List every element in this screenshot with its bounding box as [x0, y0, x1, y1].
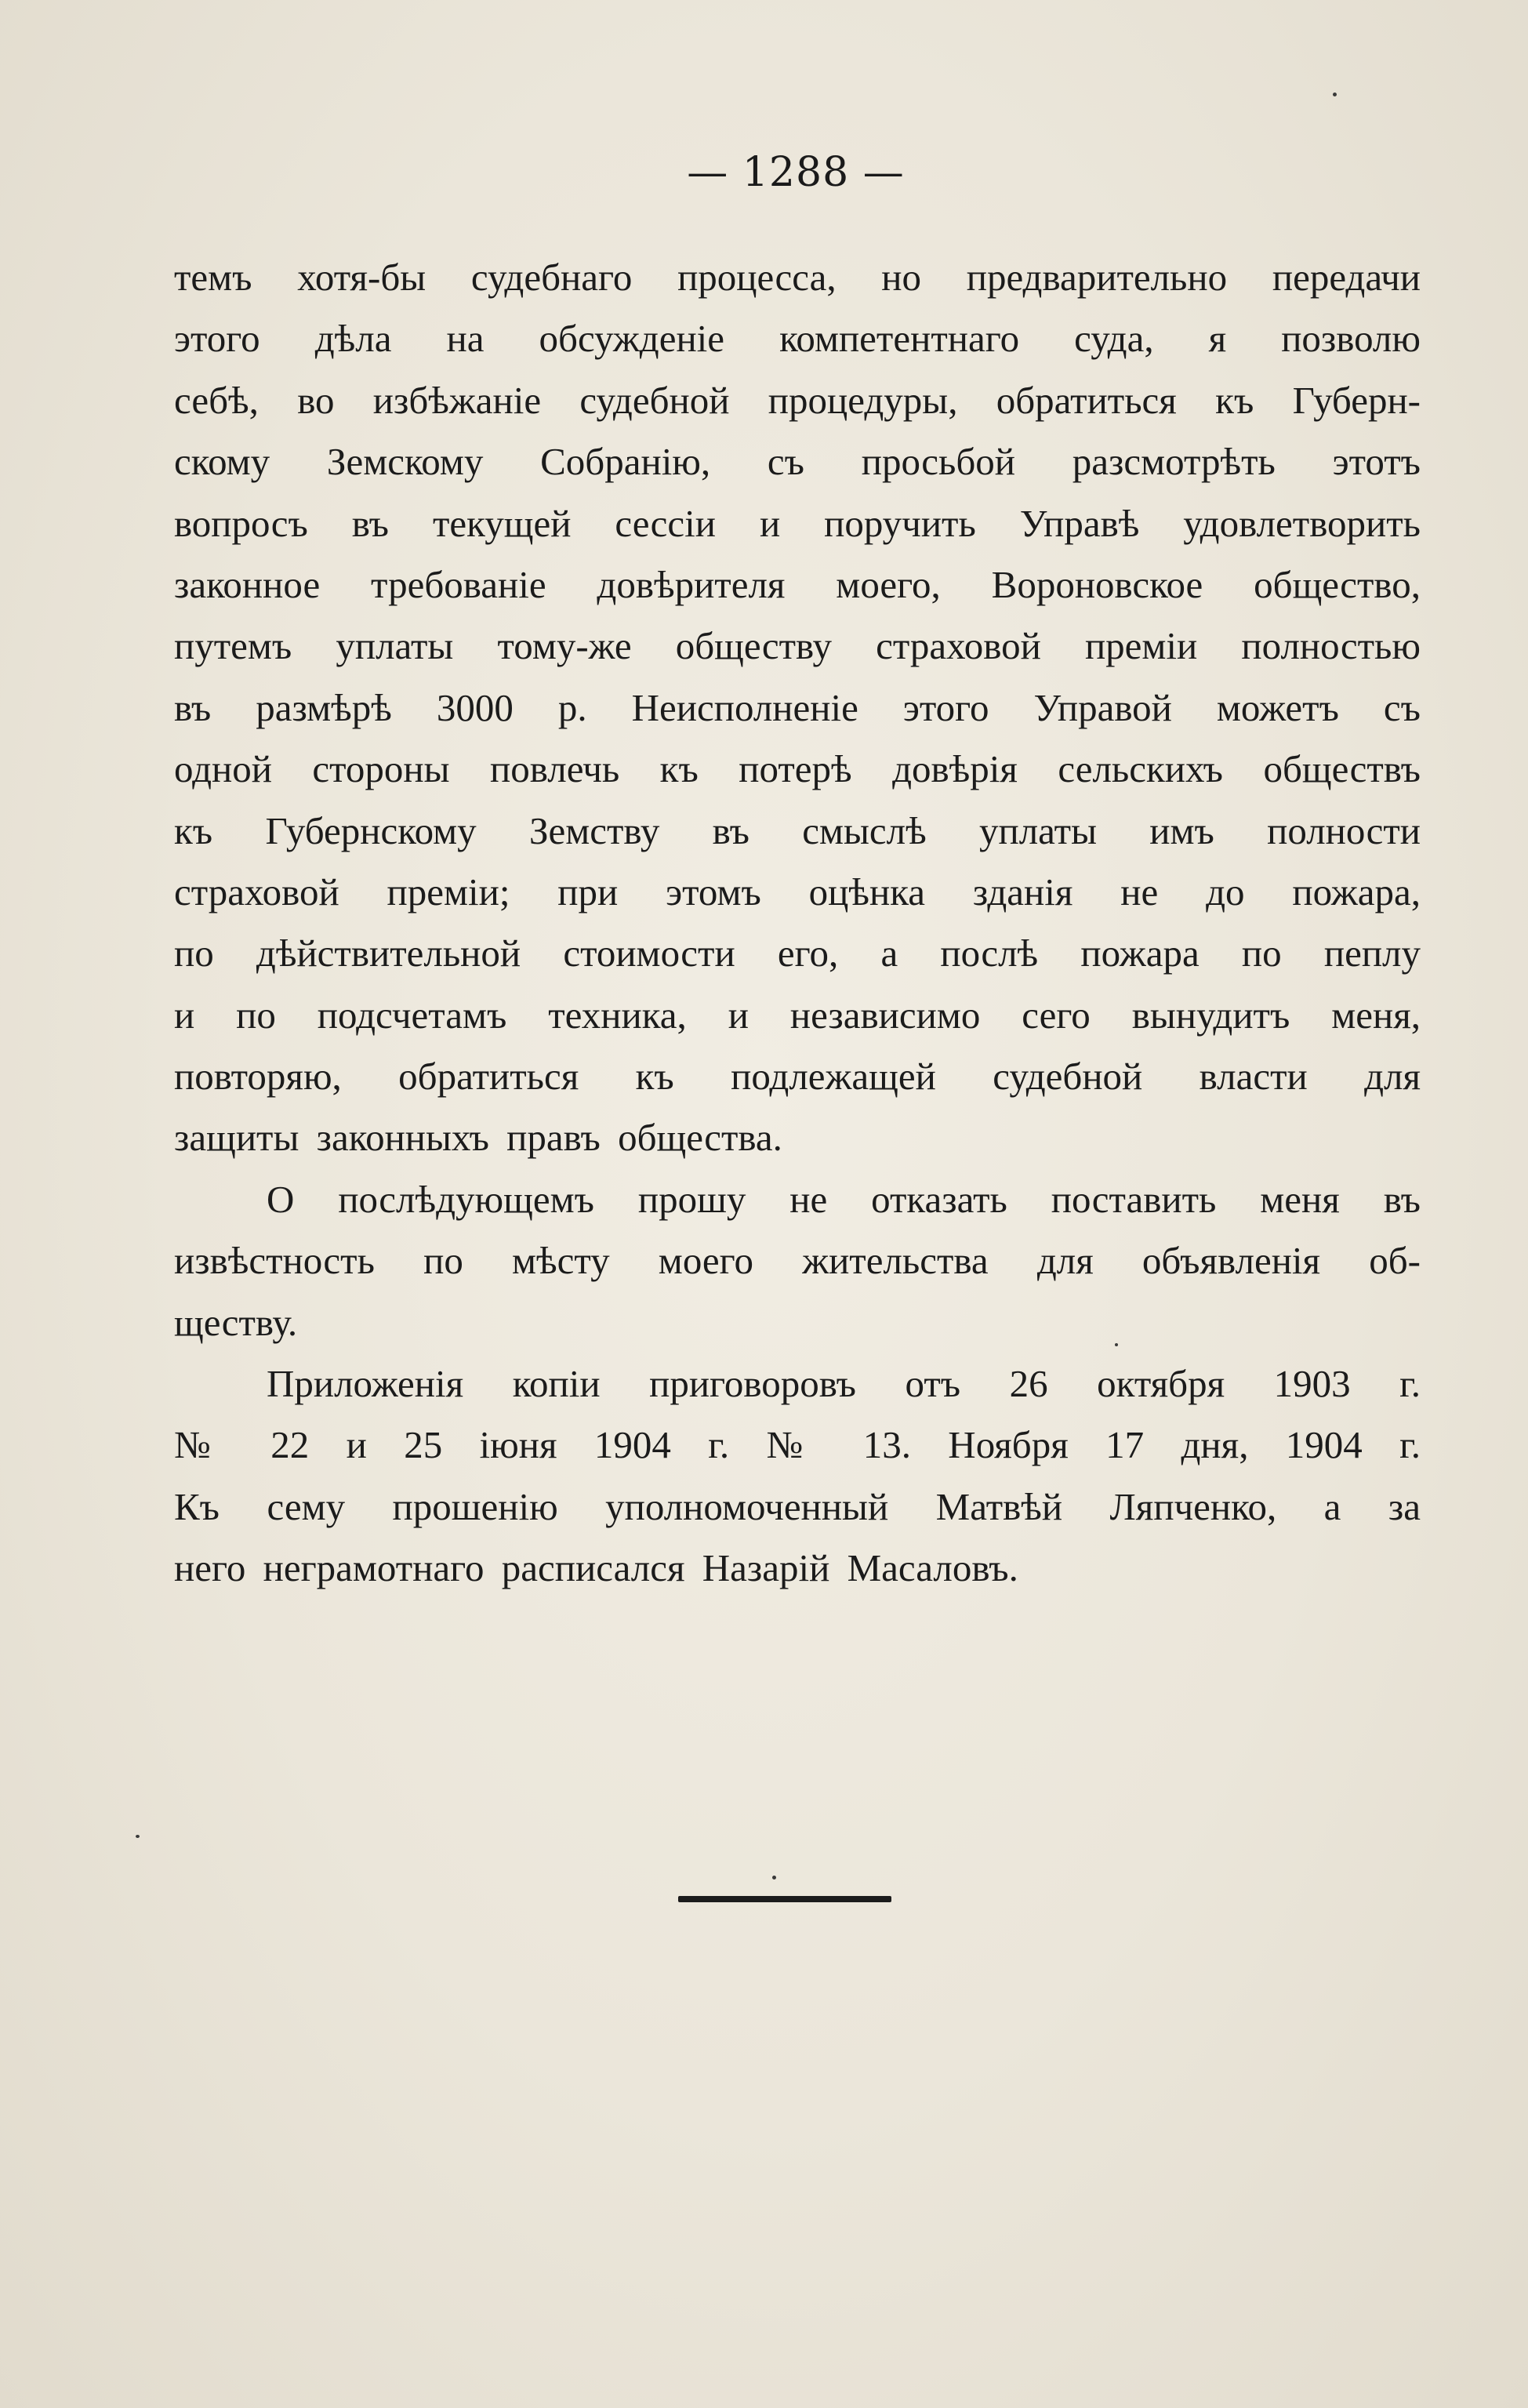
text-line: законное требованіе довѣрителя моего, Вороновское общество,: [174, 562, 1421, 606]
text-line: защиты законныхъ правъ общества.: [174, 1116, 782, 1160]
text-line: этого дѣла на обсужденіе компетентнаго суда, я позволю: [174, 317, 1421, 361]
text-line: въ размѣрѣ 3000 р. Неисполненіе этого Управой можетъ съ: [174, 685, 1421, 729]
text-line: путемъ уплаты тому-же обществу страховой преміи полностью: [174, 624, 1421, 668]
text-line: одной стороны повлечь къ потерѣ довѣрія сельскихъ обществъ: [174, 747, 1421, 791]
text-line: страховой преміи; при этомъ оцѣнка зданія не до пожара,: [174, 870, 1421, 913]
text-line: скому Земскому Собранію, съ просьбой разсмотрѣть этотъ: [174, 440, 1421, 484]
text-line: извѣстность по мѣсту моего жительства для объявленія об-: [174, 1239, 1421, 1283]
text-line: и по подсчетамъ техника, и независимо сего вынудитъ меня,: [174, 993, 1421, 1037]
body-text: [174, 247, 1421, 1600]
text-line: вопросъ въ текущей сессіи и поручить Управѣ удовлетворить: [174, 501, 1421, 545]
print-speck: [1333, 93, 1337, 96]
text-line: повторяю, обратиться къ подлежащей судебной власти для: [174, 1055, 1421, 1099]
page-number: — 1288 —: [687, 149, 905, 196]
text-line: Приложенія копіи приговоровъ отъ 26 октября 1903 г.: [267, 1362, 1421, 1406]
text-line: къ Губернскому Земству въ смыслѣ уплаты имъ полности: [174, 808, 1421, 852]
text-line: О послѣдующемъ прошу не отказать поставить меня въ: [267, 1177, 1421, 1221]
print-speck: [136, 1835, 140, 1838]
text-line: по дѣйствительной стоимости его, а послѣ пожара по пеплу: [174, 932, 1421, 975]
text-line: него неграмотнаго расписался Назарій Масаловъ.: [174, 1546, 1018, 1590]
text-line: темъ хотя-бы судебнаго процесса, но предварительно передачи: [174, 256, 1421, 299]
print-speck: [1115, 1343, 1118, 1346]
text-line: № 22 и 25 іюня 1904 г. № 13. Ноября 17 дня, 1904 г.: [174, 1423, 1421, 1467]
text-line: Къ сему прошенію уполномоченный Матвѣй Ляпченко, а за: [174, 1484, 1421, 1528]
text-line: ществу.: [174, 1300, 298, 1344]
section-divider: [678, 1896, 891, 1902]
text-line: себѣ, во избѣжаніе судебной процедуры, обратиться къ Губерн-: [174, 378, 1421, 422]
print-speck: [772, 1876, 776, 1880]
